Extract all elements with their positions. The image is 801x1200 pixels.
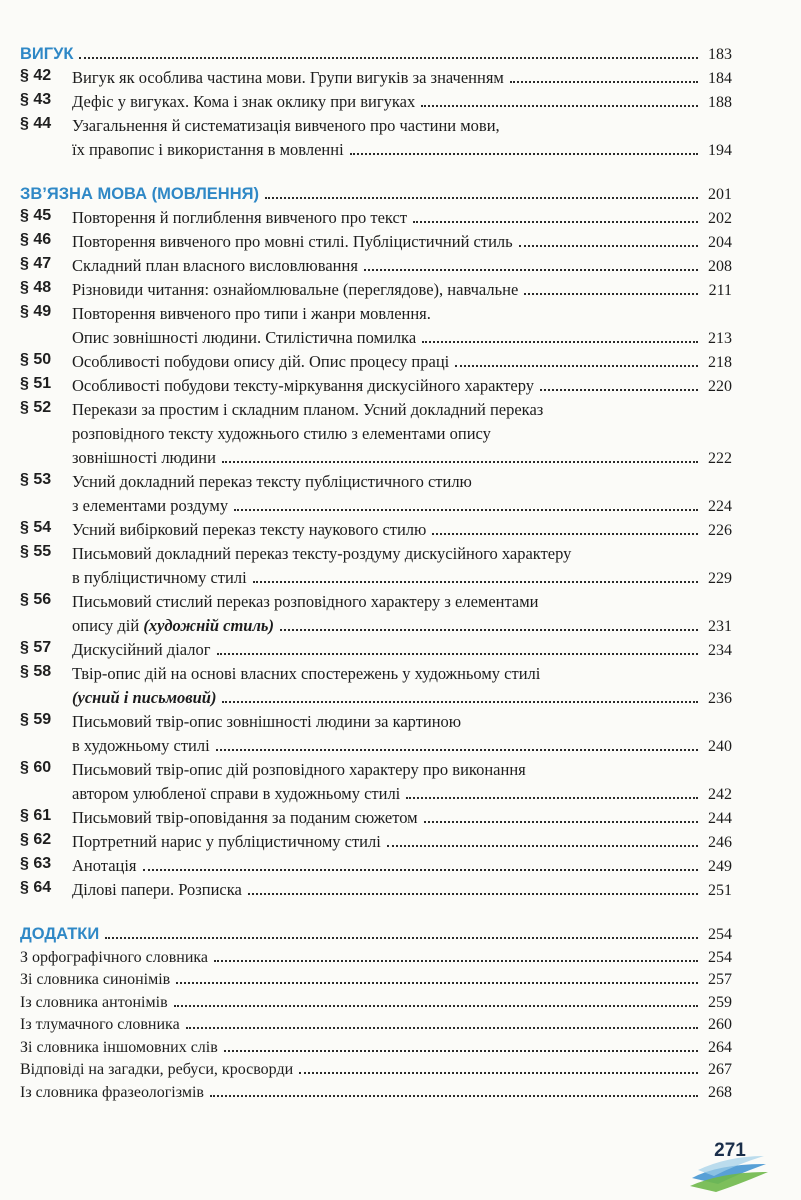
entry-body (72, 396, 732, 468)
page-ref: 257 (708, 971, 732, 988)
dot-leader (455, 365, 698, 367)
entry-line (72, 276, 732, 300)
entry-text-plain: Усний вибірковий переказ тексту наукового стилю (72, 520, 427, 539)
entry-body (72, 540, 732, 588)
entry-text: Із словника фразеологізмів (20, 1083, 204, 1101)
dot-leader (421, 105, 698, 107)
entry-line (72, 136, 732, 160)
entry-body (72, 88, 732, 112)
entry-text (72, 568, 247, 588)
toc-entry[interactable] (20, 228, 732, 252)
entry-text: Відповіді на загадки, ребуси, кросворди (20, 1061, 294, 1078)
entry-text-plain: Портретний нарис у публіцистичному стилі (72, 832, 381, 851)
entry-text-plain: автором улюбленої справи в художньому стилі (72, 784, 401, 803)
entry-line (72, 348, 732, 372)
entry-line (72, 708, 732, 732)
entry-text (72, 544, 571, 564)
entry-text (72, 400, 543, 420)
entry-text-plain: зовнішності людини (72, 448, 216, 467)
toc-entry[interactable] (20, 852, 732, 876)
entry-text (72, 784, 400, 804)
entry-text (72, 520, 426, 540)
entry-line (72, 420, 732, 444)
entry-text (72, 616, 274, 636)
dot-leader (222, 701, 698, 703)
toc-entry[interactable] (20, 300, 732, 348)
entry-text (72, 592, 539, 612)
dot-leader (510, 81, 698, 83)
entry-text (72, 208, 407, 228)
page-ref: 240 (708, 738, 732, 755)
entry-text-plain: Складний план власного висловлювання (72, 256, 358, 275)
entry-body (72, 876, 732, 900)
page-ref: 213 (708, 330, 732, 347)
entry-line (72, 300, 732, 324)
paragraph-number: § 43 (20, 91, 52, 108)
page-ref: 244 (708, 810, 732, 827)
entry-text-plain: Письмовий докладний переказ тексту-роздуму дискусійного характеру (72, 544, 572, 563)
entry-text-plain: Узагальнення й систематизація вивченого про частини мови, (72, 116, 500, 135)
entry-text-plain: Усний докладний переказ тексту публіцистичного стилю (72, 472, 472, 491)
entry-body (72, 852, 732, 876)
toc-entry[interactable] (20, 348, 732, 372)
dot-leader (234, 509, 698, 511)
entry-body (72, 252, 732, 276)
toc-entry[interactable] (20, 372, 732, 396)
section-title: ВИГУК (20, 45, 74, 63)
toc-entry[interactable] (20, 588, 732, 636)
toc-entry[interactable] (20, 88, 732, 112)
page-ref: 222 (708, 450, 732, 467)
entry-line (72, 732, 732, 756)
paragraph-number: § 48 (20, 279, 52, 296)
entry-text: Зі словника синонімів (20, 971, 171, 988)
entry-text-plain: Письмовий твір-опис зовнішності людини за картиною (72, 712, 462, 731)
toc-section (20, 38, 732, 160)
paragraph-number: § 52 (20, 399, 52, 416)
dot-leader (176, 982, 698, 984)
entry-body (72, 372, 732, 396)
entry-text-plain: їх правопис і використання в мовленні (72, 140, 344, 159)
entry-text-plain: Дефіс у вигуках. Кома і знак оклику при вигуках (72, 92, 416, 111)
dot-leader (432, 533, 698, 535)
entry-body (72, 660, 732, 708)
page-ref: 201 (708, 186, 732, 203)
entry-text-plain: опису дій (72, 616, 140, 635)
paragraph-number: § 44 (20, 115, 52, 132)
appendix-entry[interactable] (20, 967, 732, 990)
entry-line (72, 684, 732, 708)
page-ref: 254 (708, 948, 732, 966)
page-ref: 260 (708, 1016, 732, 1033)
toc-entry[interactable] (20, 636, 732, 660)
appendix-entry[interactable] (20, 989, 732, 1012)
page-ref: 246 (708, 834, 732, 851)
dot-leader (217, 653, 699, 655)
dot-leader (540, 389, 698, 391)
entry-line (72, 756, 732, 780)
entry-text (72, 256, 358, 276)
paragraph-number: § 59 (20, 711, 52, 728)
entry-body (72, 112, 732, 160)
entry-body (72, 804, 732, 828)
entry-line (72, 252, 732, 276)
page-ref: 188 (708, 94, 732, 111)
entry-line (72, 88, 732, 112)
entry-line (72, 636, 732, 660)
paragraph-number: § 58 (20, 663, 52, 680)
paragraph-number: § 45 (20, 207, 52, 224)
paragraph-number: § 57 (20, 639, 52, 656)
dot-leader (248, 893, 698, 895)
entry-text-plain: Перекази за простим і складним планом. Усний докладний переказ (72, 400, 544, 419)
toc-entry[interactable] (20, 756, 732, 804)
entry-body (72, 516, 732, 540)
toc-entry[interactable] (20, 708, 732, 756)
entry-body (72, 468, 732, 516)
entry-text (72, 496, 228, 516)
entry-line (72, 228, 732, 252)
entry-body (72, 204, 732, 228)
entry-text-plain: Опис зовнішності людини. Стилістична помилка (72, 328, 417, 347)
entry-text-plain: з елементами роздуму (72, 496, 229, 515)
entry-text: Зі словника іншомовних слів (20, 1038, 218, 1056)
entry-line (72, 112, 732, 136)
page-ref: 183 (708, 46, 732, 63)
dot-leader (280, 629, 698, 631)
toc-entry[interactable] (20, 276, 732, 300)
entry-text-plain: Дискусійний діалог (72, 640, 211, 659)
entry-body (72, 756, 732, 804)
entry-text (72, 688, 216, 708)
dot-leader (216, 749, 698, 751)
dot-leader (413, 221, 698, 223)
appendix-entry[interactable] (20, 1034, 732, 1057)
section-heading[interactable] (20, 38, 732, 64)
page-ref: 211 (708, 282, 732, 299)
entry-body (72, 348, 732, 372)
section-title: ЗВ’ЯЗНА МОВА (МОВЛЕННЯ) (20, 185, 259, 203)
entry-text-plain: Різновиди читання: ознайомлювальне (переглядове), навчальне (72, 280, 519, 299)
entry-body (72, 300, 732, 348)
entry-body (72, 708, 732, 756)
entry-body (72, 636, 732, 660)
paragraph-number: § 61 (20, 807, 52, 824)
entry-text-plain: Письмовий твір-оповідання за поданим сюжетом (72, 808, 418, 827)
appendix-entry[interactable] (20, 1057, 732, 1080)
dot-leader (422, 341, 698, 343)
entry-text (72, 832, 381, 852)
entry-text-plain: Повторення й поглиблення вивченого про текст (72, 208, 408, 227)
entry-line (72, 64, 732, 88)
page-ref: 268 (708, 1083, 732, 1101)
dot-leader (364, 269, 698, 271)
page-ref: 249 (708, 858, 732, 875)
entry-text (72, 92, 415, 112)
appendix-entry[interactable] (20, 944, 732, 967)
page-ref: 234 (708, 642, 732, 659)
entry-line (72, 396, 732, 420)
paragraph-number: § 53 (20, 471, 52, 488)
entry-text-plain: Ділові папери. Розписка (72, 880, 242, 899)
dot-leader (224, 1050, 698, 1052)
toc-section (20, 178, 732, 900)
entry-text (72, 68, 504, 88)
entry-text (72, 424, 491, 444)
entry-line (72, 444, 732, 468)
entry-body (72, 588, 732, 636)
paragraph-number: § 63 (20, 855, 52, 872)
entry-text: Із словника антонімів (20, 993, 168, 1011)
paragraph-number: § 54 (20, 519, 52, 536)
appendix-entry[interactable] (20, 1012, 732, 1035)
entry-text (72, 232, 513, 252)
toc-entry[interactable] (20, 828, 732, 852)
entry-text-plain: Особливості побудови опису дій. Опис процесу праці (72, 352, 450, 371)
section-heading[interactable] (20, 178, 732, 204)
paragraph-number: § 42 (20, 67, 52, 84)
entry-line (72, 804, 732, 828)
dot-leader (79, 57, 698, 59)
entry-text (72, 880, 242, 900)
entry-text-plain: Повторення вивченого про мовні стилі. Публіцистичний стиль (72, 232, 513, 251)
dot-leader (524, 293, 698, 295)
page-ref: 204 (708, 234, 732, 251)
toc-entry[interactable] (20, 540, 732, 588)
entry-text-plain: Анотація (72, 856, 137, 875)
page-ref: 242 (708, 786, 732, 803)
dot-leader (143, 869, 698, 871)
dot-leader (222, 461, 698, 463)
entry-line (72, 660, 732, 684)
page-ref: 231 (708, 618, 732, 635)
toc-entry[interactable] (20, 112, 732, 160)
entry-text (72, 712, 461, 732)
dot-leader (253, 581, 698, 583)
entry-body (72, 276, 732, 300)
dot-leader (406, 797, 698, 799)
page-ref: 208 (708, 258, 732, 275)
entry-text-plain: Письмовий стислий переказ розповідного характеру з елементами (72, 592, 539, 611)
dot-leader (265, 197, 698, 199)
entry-line (72, 204, 732, 228)
section-title: ДОДАТКИ (20, 925, 100, 943)
dot-leader (186, 1027, 698, 1029)
entry-text (72, 448, 216, 468)
entry-text-plain: Вигук як особлива частина мови. Групи вигуків за значенням (72, 68, 504, 87)
dot-leader (105, 937, 698, 939)
entry-text-italic: (художній стиль) (143, 616, 274, 635)
paragraph-number: § 60 (20, 759, 52, 776)
entry-text (72, 640, 211, 660)
entry-text (72, 280, 518, 300)
entry-text (72, 304, 431, 324)
entry-line (72, 372, 732, 396)
entry-text-plain: Повторення вивченого про типи і жанри мовлення. (72, 304, 431, 323)
toc-entry[interactable] (20, 468, 732, 516)
paragraph-number: § 62 (20, 831, 52, 848)
entry-line (72, 468, 732, 492)
toc-entry[interactable] (20, 396, 732, 468)
page-ref: 236 (708, 690, 732, 707)
entry-text: Із тлумачного словника (20, 1016, 180, 1033)
paragraph-number: § 49 (20, 303, 52, 320)
entry-line (72, 324, 732, 348)
page-ref: 220 (708, 378, 732, 395)
page-ref: 264 (708, 1038, 732, 1056)
entry-line (72, 540, 732, 564)
entry-body (72, 828, 732, 852)
toc-entry[interactable] (20, 516, 732, 540)
toc-entry[interactable] (20, 252, 732, 276)
entry-line (72, 612, 732, 636)
toc-entry[interactable] (20, 204, 732, 228)
toc-entry[interactable] (20, 876, 732, 900)
page-number: 271 (714, 1140, 746, 1161)
entry-text (72, 116, 500, 136)
page-ref: 254 (708, 926, 732, 943)
page-ref: 229 (708, 570, 732, 587)
dot-leader (214, 960, 698, 962)
entry-text-plain: Письмовий твір-опис дій розповідного характеру про виконання (72, 760, 526, 779)
entry-line (72, 588, 732, 612)
entry-text-plain: розповідного тексту художнього стилю з елементами опису (72, 424, 491, 443)
page-ref: 224 (708, 498, 732, 515)
entry-text-italic: (усний і письмовий) (72, 688, 217, 707)
entry-text (72, 352, 449, 372)
entry-text-plain: Особливості побудови тексту-міркування дискусійного характеру (72, 376, 535, 395)
paragraph-number: § 47 (20, 255, 52, 272)
dot-leader (174, 1005, 698, 1007)
page-ref: 226 (708, 522, 732, 539)
entry-text: З орфографічного словника (20, 948, 209, 966)
dot-leader (387, 845, 698, 847)
page-ref: 202 (708, 210, 732, 227)
paragraph-number: § 64 (20, 879, 52, 896)
entry-line (72, 492, 732, 516)
page-ref: 194 (708, 142, 732, 159)
entry-body (72, 64, 732, 88)
entry-line (72, 852, 732, 876)
page-ref: 184 (708, 70, 732, 87)
entry-text (72, 140, 344, 160)
page-ref: 218 (708, 354, 732, 371)
section-heading[interactable] (20, 918, 732, 944)
table-of-contents (20, 38, 732, 1120)
appendix-entry[interactable] (20, 1079, 732, 1102)
paragraph-number: § 50 (20, 351, 52, 368)
entry-line (72, 780, 732, 804)
entry-body (72, 228, 732, 252)
entry-line (72, 516, 732, 540)
entry-text (72, 472, 472, 492)
entry-text (72, 736, 210, 756)
entry-text (72, 856, 137, 876)
toc-entry[interactable] (20, 804, 732, 828)
entry-text-plain: в художньому стилі (72, 736, 210, 755)
page-ref: 259 (708, 993, 732, 1011)
entry-text (72, 376, 534, 396)
page-ref: 251 (708, 882, 732, 899)
toc-entry[interactable] (20, 64, 732, 88)
toc-section (20, 918, 732, 1102)
page-ref: 267 (708, 1061, 732, 1078)
dot-leader (210, 1095, 698, 1097)
paragraph-number: § 51 (20, 375, 52, 392)
dot-leader (519, 245, 698, 247)
entry-text (72, 664, 540, 684)
entry-line (72, 564, 732, 588)
entry-text (72, 808, 418, 828)
paragraph-number: § 46 (20, 231, 52, 248)
entry-text (72, 760, 526, 780)
paragraph-number: § 55 (20, 543, 52, 560)
paragraph-number: § 56 (20, 591, 52, 608)
dot-leader (299, 1072, 698, 1074)
entry-line (72, 828, 732, 852)
dot-leader (424, 821, 698, 823)
entry-line (72, 876, 732, 900)
entry-text-plain: в публіцистичному стилі (72, 568, 247, 587)
entry-text (72, 328, 416, 348)
toc-entry[interactable] (20, 660, 732, 708)
dot-leader (350, 153, 698, 155)
entry-text-plain: Твір-опис дій на основі власних спостережень у художньому стилі (72, 664, 541, 683)
